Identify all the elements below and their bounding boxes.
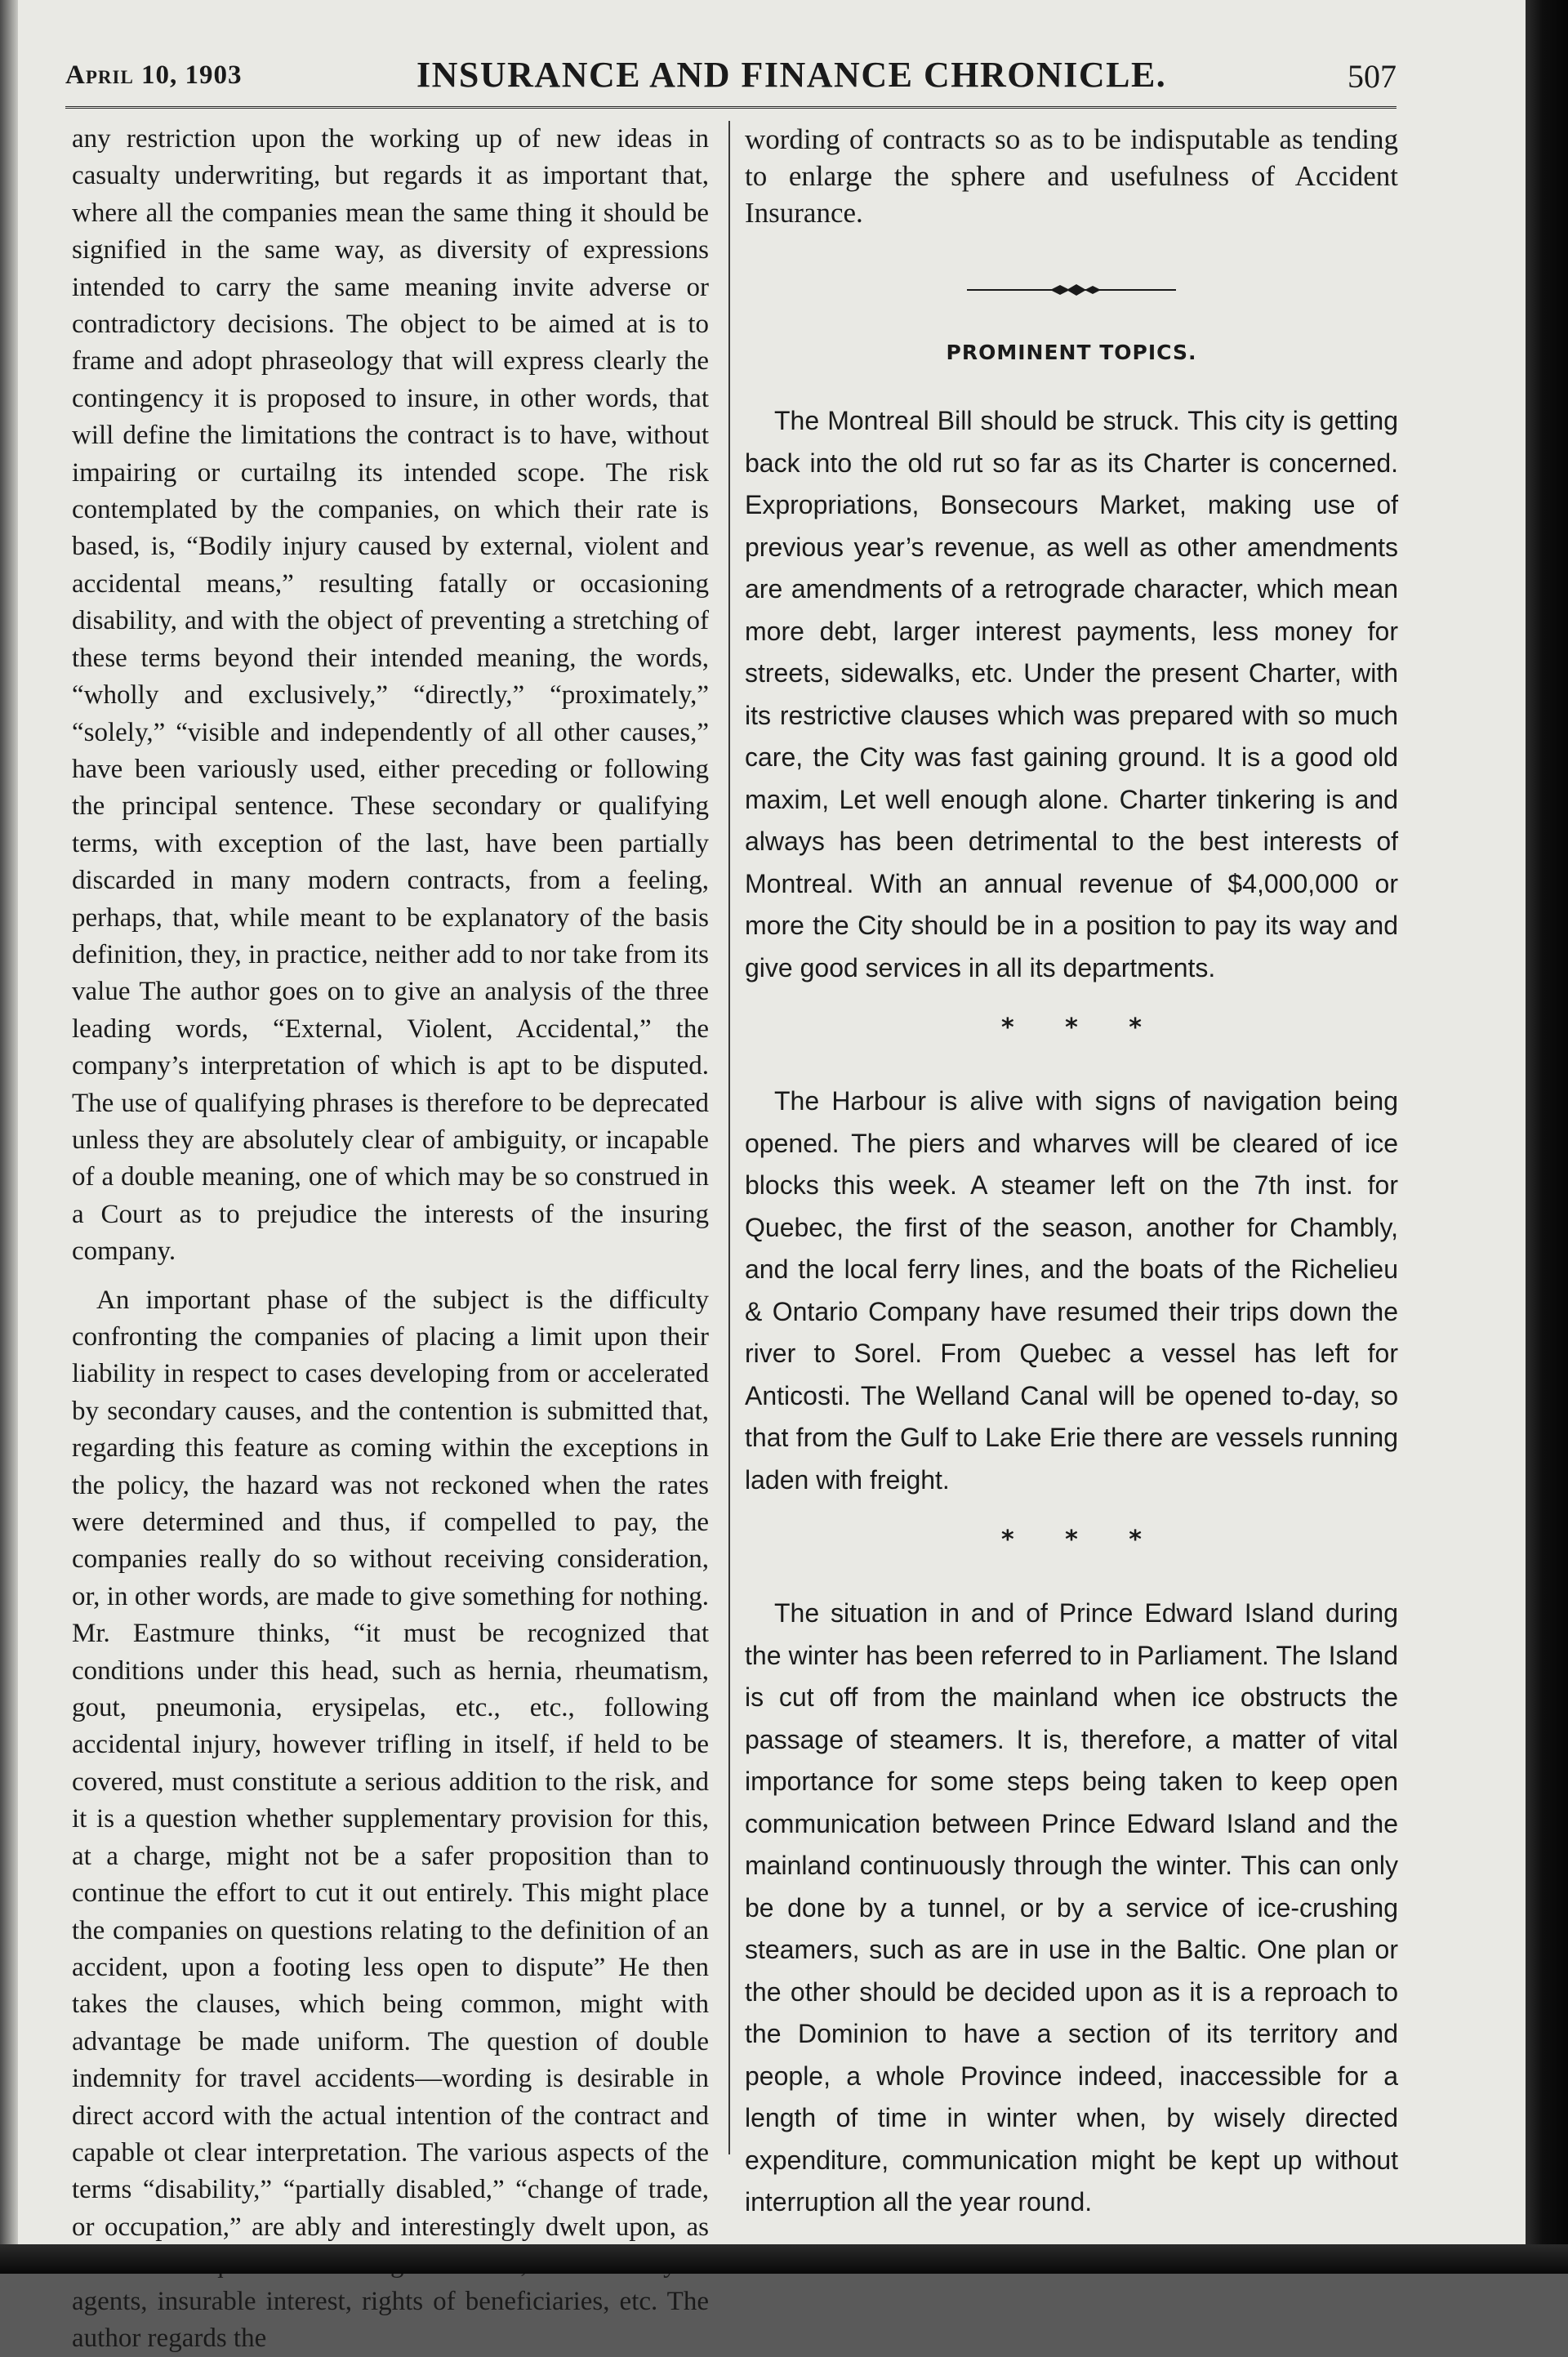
asterism-separator: * * * <box>1001 1526 1163 1554</box>
running-head <box>65 52 1396 93</box>
asterism-separator: * * * <box>1001 1014 1163 1042</box>
page-left-shadow <box>0 0 18 2254</box>
right-column <box>745 121 1398 2224</box>
page-number: 507 <box>1348 58 1396 95</box>
topic-paragraph: The Montreal Bill should be struck. This city is getting back into the old rut so far as its Charter is concerned. Expropriations, Bonsecours Market, making use of previous year’s revenue, as well as other amendments are amendments of a retrograde character, which mean more debt, larger interest payments, less money for streets, sidewalks, etc. Under the present Charter, with its restrictive clauses which was prepared with so much care, the City was fast gaining ground. It is a good old maxim, Let well enough alone. Charter tinkering is and always has been detrimental to the best interests of Montreal. With an annual revenue of $4,000,000 or more the City should be in a position to pay its way and give good services in all its departments. <box>745 406 1398 982</box>
left-column <box>72 121 709 2357</box>
header-rule <box>65 106 1396 109</box>
topic-paragraph: The Harbour is alive with signs of navigation being opened. The piers and wharves will be cleared of ice blocks this week. A steamer left on the 7th inst. for Quebec, the first of the season, another for Chambly, and the local ferry lines, and the boats of the Richelieu & Ontario Company have resumed their trips down the river to Sorel. From Quebec a vessel has left for Anticosti. The Welland Canal will be opened to-day, so that from the Gulf to Lake Erie there are vessels running laden with freight. <box>745 1086 1398 1495</box>
article-continuation: wording of contracts so as to be indisputable as tending to enlarge the sphere and usefulness of Accident Insurance. <box>745 123 1398 229</box>
publication-title: INSURANCE AND FINANCE CHRONICLE. <box>416 55 1167 95</box>
article-paragraph: An important phase of the subject is the difficulty confronting the companies of placing a limit upon their liability in respect to cases developing from or accelerated by secondary causes, and the contention is submitted that, regarding this feature as coming within the exceptions in the policy, the hazard was not reckoned when the rates were determined and thus, if compelled to pay, the companies really do so without receiving consideration, or, in other words, are made to give something for nothing. Mr. Eastmure thinks, “it must be recognized that conditions under this head, such as hernia, rheumatism, gout, pneumonia, erysipelas, etc., etc., following accidental injury, however trifling in itself, if held to be covered, must constitute a serious addition to the risk, and it is a question whether supplementary provision for this, at a charge, might not be a safer proposition than to continue the effort to cut it out entirely. This might place the companies on questions relating to the definition of an accident, upon a footing less open to dispute” He then takes the clauses, which being common, might with advantage be made uniform. The question of double indemnity for travel accidents—wording is desirable in direct accord with the actual intention of the contract and capable ot clear interpretation. The various aspects of the terms “disability,” “partially disabled,” “change of trade, or occupation,” are ably and interestingly dwelt upon, as agents, insurable interest, rights of beneficiaries, etc. The author regards the <box>72 1285 709 2353</box>
issue-date: April 10, 1903 <box>65 60 243 90</box>
column-divider <box>728 121 730 2154</box>
section-ornament <box>965 282 1178 298</box>
topic-paragraph: The situation in and of Prince Edward Island during the winter has been referred to in Parliament. The Island is cut off from the mainland when ice obstructs the passage of steamers. It is, therefore, a matter of vital importance for some steps being taken to keep open communication between Prince Edward Island and the mainland continuously through the winter. This can only be done by a tunnel, or by a service of ice-crushing steamers, such as are in use in the Baltic. One plan or the other should be decided upon as it is a reproach to the Dominion to have a section of its territory and people, a whole Province indeed, inaccessible for a length of time in winter when, by wisely directed expenditure, communication might be kept up without interruption all the year round. <box>745 1598 1398 2217</box>
article-paragraph: any restriction upon the working up of new ideas in casualty underwriting, but regards it as important that, where all the companies mean the same thing it should be signified in the same way, as diversity of expressions intended to carry the same meaning invite adverse or contradictory decisions. The object to be aimed at is to frame and adopt phraseology that will express clearly the contingency it is proposed to insure, in other words, that will define the limitations the contract is to have, without impairing or curtailng its intended scope. The risk contemplated by the companies, on which their rate is based, is, “Bodily injury caused by external, violent and accidental means,” resulting fatally or occasioning disability, and with the object of preventing a stretching of these terms beyond their intended meaning, the words, “wholly and exclusively,” “directly,” “proximately,” “solely,” “visible and independently of all other causes,” have been variously used, either preceding or following the principal sentence. These secondary or qualifying terms, with exception of the last, have been partially discarded in many modern contracts, from a feeling, perhaps, that, while meant to be explanatory of the basis definition, they, in practice, neither add to nor take from its value The author goes on to give an analysis of the three leading words, “External, Violent, Accidental,” the company’s interpretation of which is apt to be disputed. The use of qualifying phrases is therefore to be deprecated unless they are absolutely clear of ambiguity, or incapable of a double meaning, one of which may be so construed in a Court as to prejudice the interests of the insuring company. <box>72 124 709 1267</box>
page-bottom-shadow <box>0 2244 1568 2274</box>
section-heading: PROMINENT TOPICS. <box>946 341 1197 364</box>
page-right-shadow <box>1526 0 1568 2274</box>
